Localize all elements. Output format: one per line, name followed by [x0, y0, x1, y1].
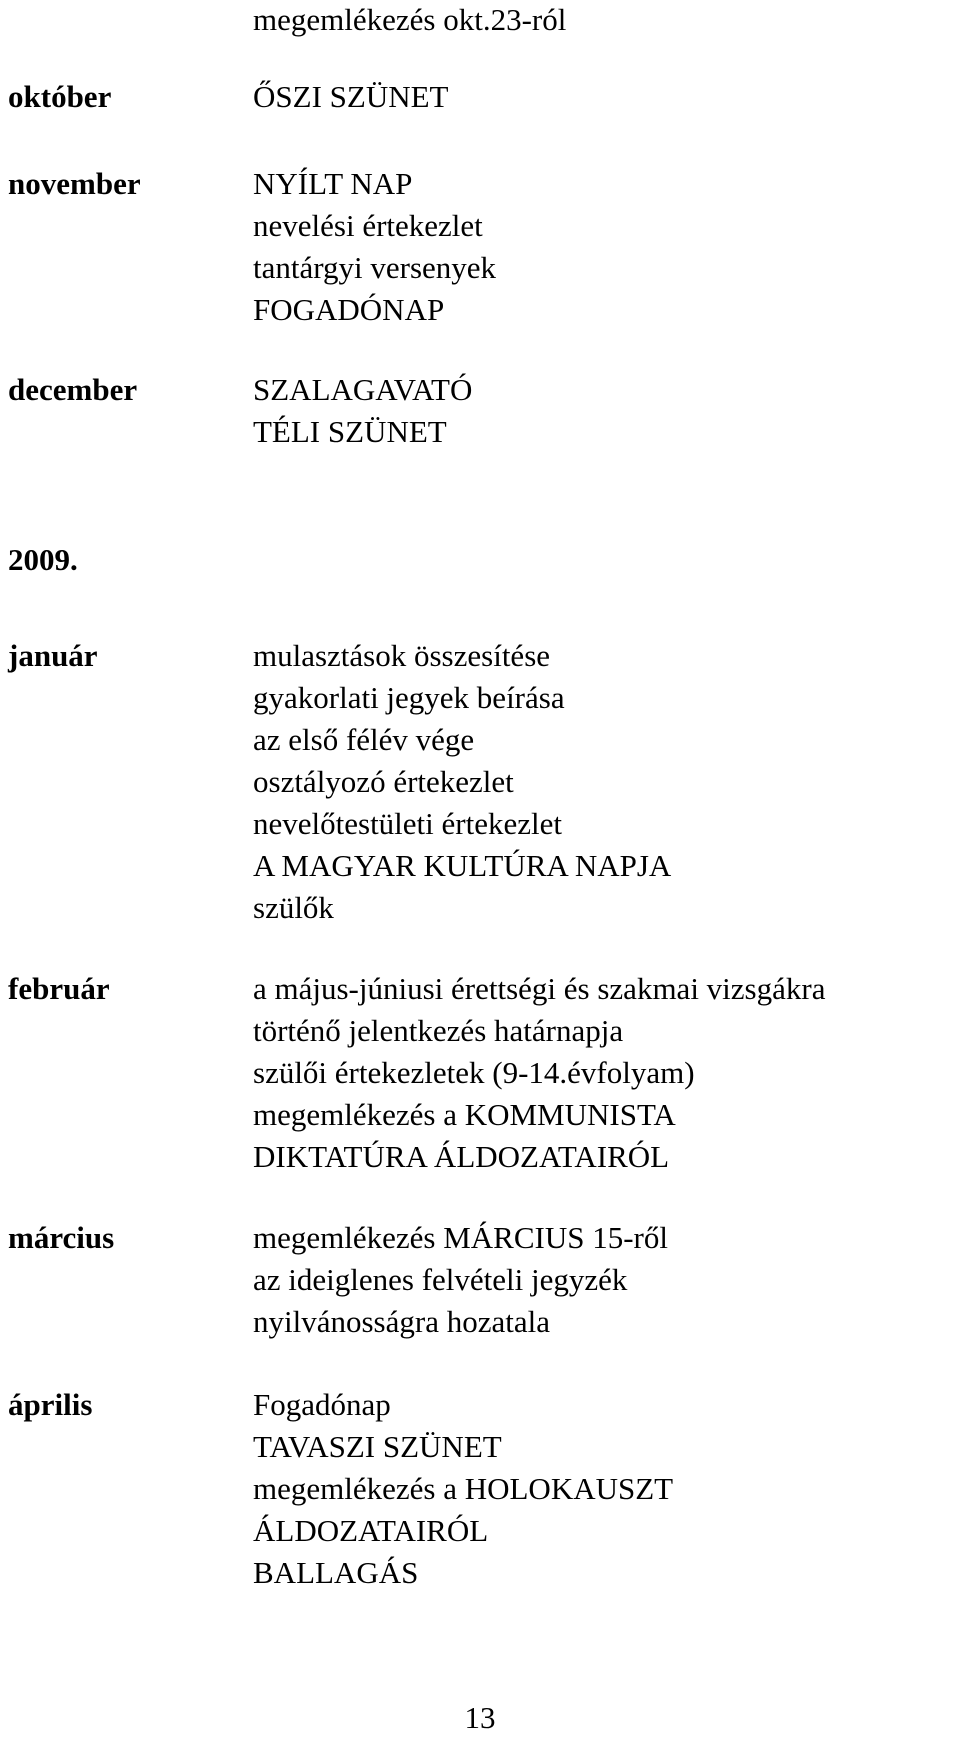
event-text: gyakorlati jegyek beírása: [253, 680, 565, 715]
event-text: szülők: [253, 890, 334, 925]
event-text: FOGADÓNAP: [253, 292, 445, 327]
event-text: a május-júniusi érettségi és szakmai vizsgákra: [253, 971, 826, 1006]
event-text: ŐSZI SZÜNET: [253, 79, 449, 114]
month-label: január: [8, 638, 98, 673]
event-text: A MAGYAR KULTÚRA NAPJA: [253, 848, 672, 883]
event-text: nevelési értekezlet: [253, 208, 483, 243]
event-text: TÉLI SZÜNET: [253, 414, 447, 449]
month-label: február: [8, 971, 110, 1006]
event-text: ÁLDOZATAIRÓL: [253, 1513, 489, 1548]
event-text: SZALAGAVATÓ: [253, 372, 473, 407]
event-text: nyilvánosságra hozatala: [253, 1304, 550, 1339]
event-text: TAVASZI SZÜNET: [253, 1429, 502, 1464]
event-text: megemlékezés a KOMMUNISTA: [253, 1097, 676, 1132]
event-text: BALLAGÁS: [253, 1555, 419, 1590]
event-text: Fogadónap: [253, 1387, 391, 1422]
event-text: megemlékezés a HOLOKAUSZT: [253, 1471, 674, 1506]
event-text: tantárgyi versenyek: [253, 250, 497, 285]
event-text: nevelőtestületi értekezlet: [253, 806, 562, 841]
event-text: megemlékezés MÁRCIUS 15-ről: [253, 1220, 668, 1255]
event-text: osztályozó értekezlet: [253, 764, 514, 799]
month-label: március: [8, 1220, 115, 1255]
event-text: mulasztások összesítése: [253, 638, 551, 673]
year-heading: 2009.: [8, 542, 78, 577]
event-text: szülői értekezletek (9-14.évfolyam): [253, 1055, 695, 1090]
event-text: történő jelentkezés határnapja: [253, 1013, 624, 1048]
event-text: DIKTATÚRA ÁLDOZATAIRÓL: [253, 1139, 670, 1174]
event-text: az ideiglenes felvételi jegyzék: [253, 1262, 628, 1297]
event-text: az első félév vége: [253, 722, 475, 757]
month-label: december: [8, 372, 138, 407]
event-text: megemlékezés okt.23-ról: [253, 2, 567, 37]
month-label: november: [8, 166, 141, 201]
event-text: NYÍLT NAP: [253, 166, 413, 201]
page-number: 13: [464, 1700, 496, 1735]
month-label: október: [8, 79, 112, 114]
month-label: április: [8, 1387, 93, 1422]
